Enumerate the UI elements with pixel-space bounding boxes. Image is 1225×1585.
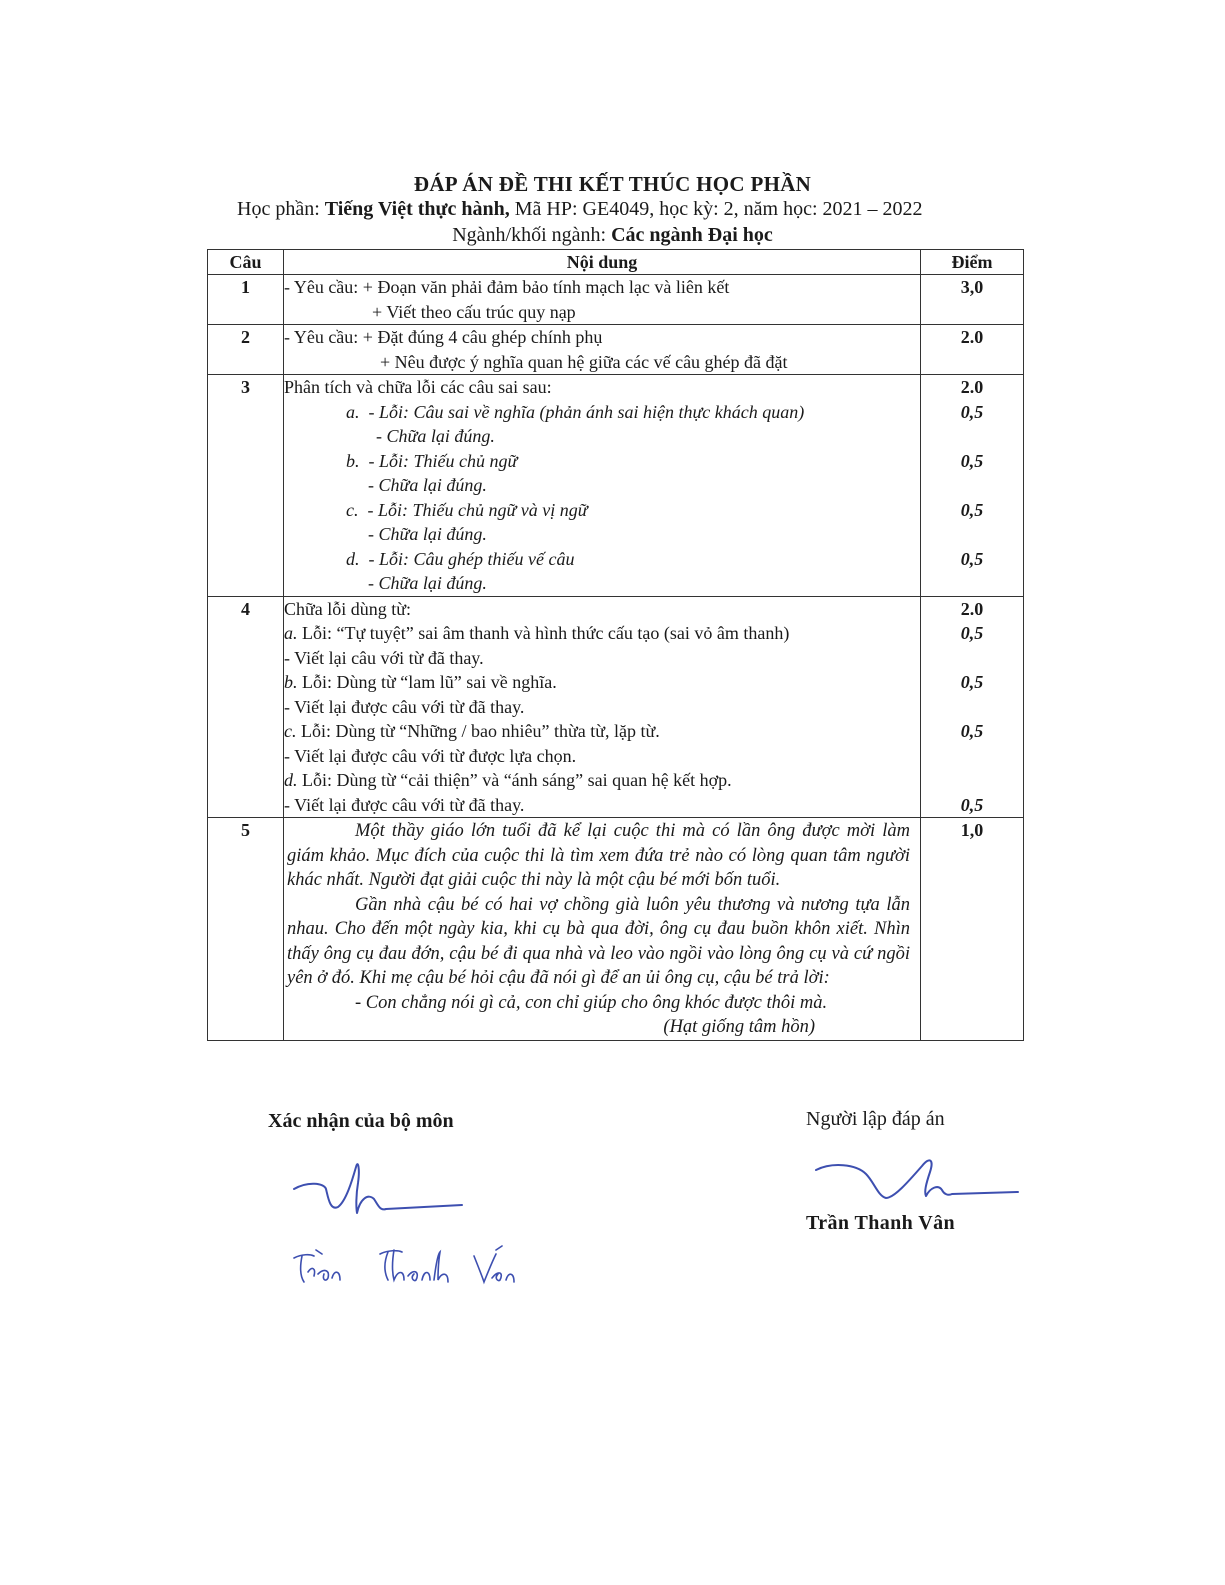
subitem-error: [284, 400, 920, 425]
course-details: Mã HP: GE4049, học kỳ: 2, năm học: 2021 – 2022: [509, 198, 923, 220]
requirement-line: + Viết theo cấu trúc quy nạp: [372, 301, 576, 322]
error-text: Lỗi: Dùng từ “cải thiện” và “ánh sáng” sai quan hệ kết hợp.: [297, 770, 732, 790]
subitem-points: 0,5: [960, 721, 984, 741]
question-intro: Phân tích và chữa lỗi các câu sai sau:: [284, 377, 552, 397]
table-row: [208, 375, 1024, 597]
question-number: 3: [208, 375, 284, 597]
question-points: 3,0: [921, 275, 1024, 325]
question-points: 2.0: [921, 325, 1024, 375]
department-confirmation-label: Xác nhận của bộ môn: [268, 1110, 454, 1132]
subitem-fix: - Chữa lại đúng.: [368, 573, 487, 593]
question-points: 1,0: [921, 818, 1024, 1041]
requirement-line: - Yêu cầu: + Đặt đúng 4 câu ghép chính phụ: [284, 327, 603, 347]
question-intro: Chữa lỗi dùng từ:: [284, 598, 412, 619]
table-row: [208, 596, 1024, 818]
question-points: [921, 375, 1024, 597]
requirement-line: + Nêu được ý nghĩa quan hệ giữa các vế câu ghép đã đặt: [380, 351, 788, 372]
subitem-points: 0,5: [960, 623, 984, 643]
error-text: Lỗi: Dùng từ “Những / bao nhiêu” thừa từ, lặp từ.: [296, 721, 660, 741]
table-row: [208, 275, 1024, 325]
question-content: [284, 275, 921, 325]
question-content: [284, 818, 921, 1041]
header-points: Điểm: [921, 250, 1024, 275]
course-name: Tiếng Việt thực hành,: [324, 198, 510, 220]
story-source: (Hạt giống tâm hồn): [663, 1017, 815, 1037]
department-signature: [290, 1155, 475, 1225]
table-row: [208, 818, 1024, 1041]
subitem-points: 0,5: [960, 672, 984, 692]
subitem-fix: - Viết lại được câu với từ đã thay.: [284, 794, 525, 815]
subitem-points: 0,5: [960, 499, 984, 520]
subitem-error: [284, 768, 920, 793]
question-number: 1: [208, 275, 284, 325]
error-text: Lỗi: “Tự tuyệt” sai âm thanh và hình thức cấu tạo (sai vỏ âm thanh): [297, 623, 790, 643]
subitem-fix: - Chữa lại đúng.: [368, 524, 487, 544]
subitem-points: 0,5: [960, 401, 984, 422]
story-paragraph: Một thầy giáo lớn tuổi đã kể lại cuộc thi mà có lần ông được mời làm giám khảo. Mục đích của cuộc thi là tìm xem đứa trẻ nào có lòng quan tâm người khác nhất. Người đạt giải cuộc thi này là một cậu bé mới bốn tuổi.: [287, 821, 910, 890]
story-text: [284, 818, 920, 1040]
answer-maker-signature: [812, 1152, 1022, 1210]
points-total: 2.0: [960, 598, 984, 619]
document-title: ĐÁP ÁN ĐỀ THI KẾT THÚC HỌC PHẦN: [413, 172, 812, 196]
subitem-points: 0,5: [960, 548, 984, 569]
subitem-error: [284, 621, 920, 646]
subitem-fix: - Chữa lại đúng.: [368, 475, 487, 495]
points-total: 2.0: [960, 377, 984, 397]
table-row: [208, 325, 1024, 375]
question-number: 4: [208, 596, 284, 818]
question-number: 5: [208, 818, 284, 1041]
error-text: - Lỗi: Thiếu chủ ngữ: [368, 450, 518, 471]
subitem-error: [284, 547, 920, 572]
course-info: [237, 198, 923, 221]
error-text: - Lỗi: Câu ghép thiếu vế câu: [368, 548, 575, 569]
subitem-label: d.: [284, 770, 298, 790]
story-dialogue: - Con chẳng nói gì cả, con chỉ giúp cho ông khóc được thôi mà.: [355, 992, 828, 1013]
answer-maker-label: Người lập đáp án: [806, 1108, 945, 1130]
major-info: [0, 224, 1225, 247]
subitem-label: c.: [346, 499, 359, 520]
table-header-row: [208, 250, 1024, 275]
requirement-line: - Yêu cầu: + Đoạn văn phải đảm bảo tính mạch lạc và liên kết: [284, 277, 730, 297]
subitem-points: 0,5: [960, 450, 984, 471]
subitem-label: b.: [346, 450, 360, 471]
header-question: Câu: [208, 250, 284, 275]
question-content: [284, 596, 921, 818]
subitem-fix: - Viết lại câu với từ đã thay.: [284, 647, 484, 668]
subitem-fix: - Viết lại được câu với từ được lựa chọn.: [284, 745, 577, 766]
subitem-label: b.: [284, 672, 298, 692]
major-prefix: Ngành/khối ngành:: [452, 224, 612, 246]
subitem-label: a.: [346, 401, 360, 422]
question-points: [921, 596, 1024, 818]
subitem-error: [284, 719, 920, 744]
subitem-error: [284, 670, 920, 695]
header-content: Nội dung: [284, 250, 921, 275]
error-text: - Lỗi: Thiếu chủ ngữ và vị ngữ: [367, 499, 588, 520]
subitem-label: a.: [284, 623, 298, 643]
answer-table: [207, 249, 1024, 1041]
major-name: Các ngành Đại học: [611, 224, 773, 246]
subitem-error: [284, 498, 920, 523]
subitem-points: 0,5: [960, 794, 984, 815]
subitem-label: d.: [346, 548, 360, 569]
department-signature-name: [288, 1244, 523, 1290]
question-number: 2: [208, 325, 284, 375]
error-text: Lỗi: Dùng từ “lam lũ” sai về nghĩa.: [297, 672, 557, 692]
course-prefix: Học phần:: [237, 198, 325, 220]
answer-maker-name: Trần Thanh Vân: [806, 1212, 956, 1234]
subitem-fix: - Viết lại được câu với từ đã thay.: [284, 696, 525, 717]
error-text: - Lỗi: Câu sai về nghĩa (phản ánh sai hiện thực khách quan): [368, 401, 805, 422]
subitem-error: [284, 449, 920, 474]
story-paragraph: Gần nhà cậu bé có hai vợ chồng già luôn yêu thương và nương tựa lẫn nhau. Cho đến một ngày kia, khi cụ bà qua đời, ông cụ đau buồn khôn xiết. Nhìn thấy ông cụ đau đớn, cậu bé đi qua nhà và leo vào ngồi vào lòng ông cụ và cứ ngồi yên ở đó. Khi mẹ cậu bé hỏi cậu đã nói gì để an ủi ông cụ, cậu bé trả lời:: [287, 894, 910, 988]
subitem-fix: - Chữa lại đúng.: [376, 426, 495, 446]
question-content: [284, 325, 921, 375]
question-content: [284, 375, 921, 597]
subitem-label: c.: [284, 721, 297, 741]
